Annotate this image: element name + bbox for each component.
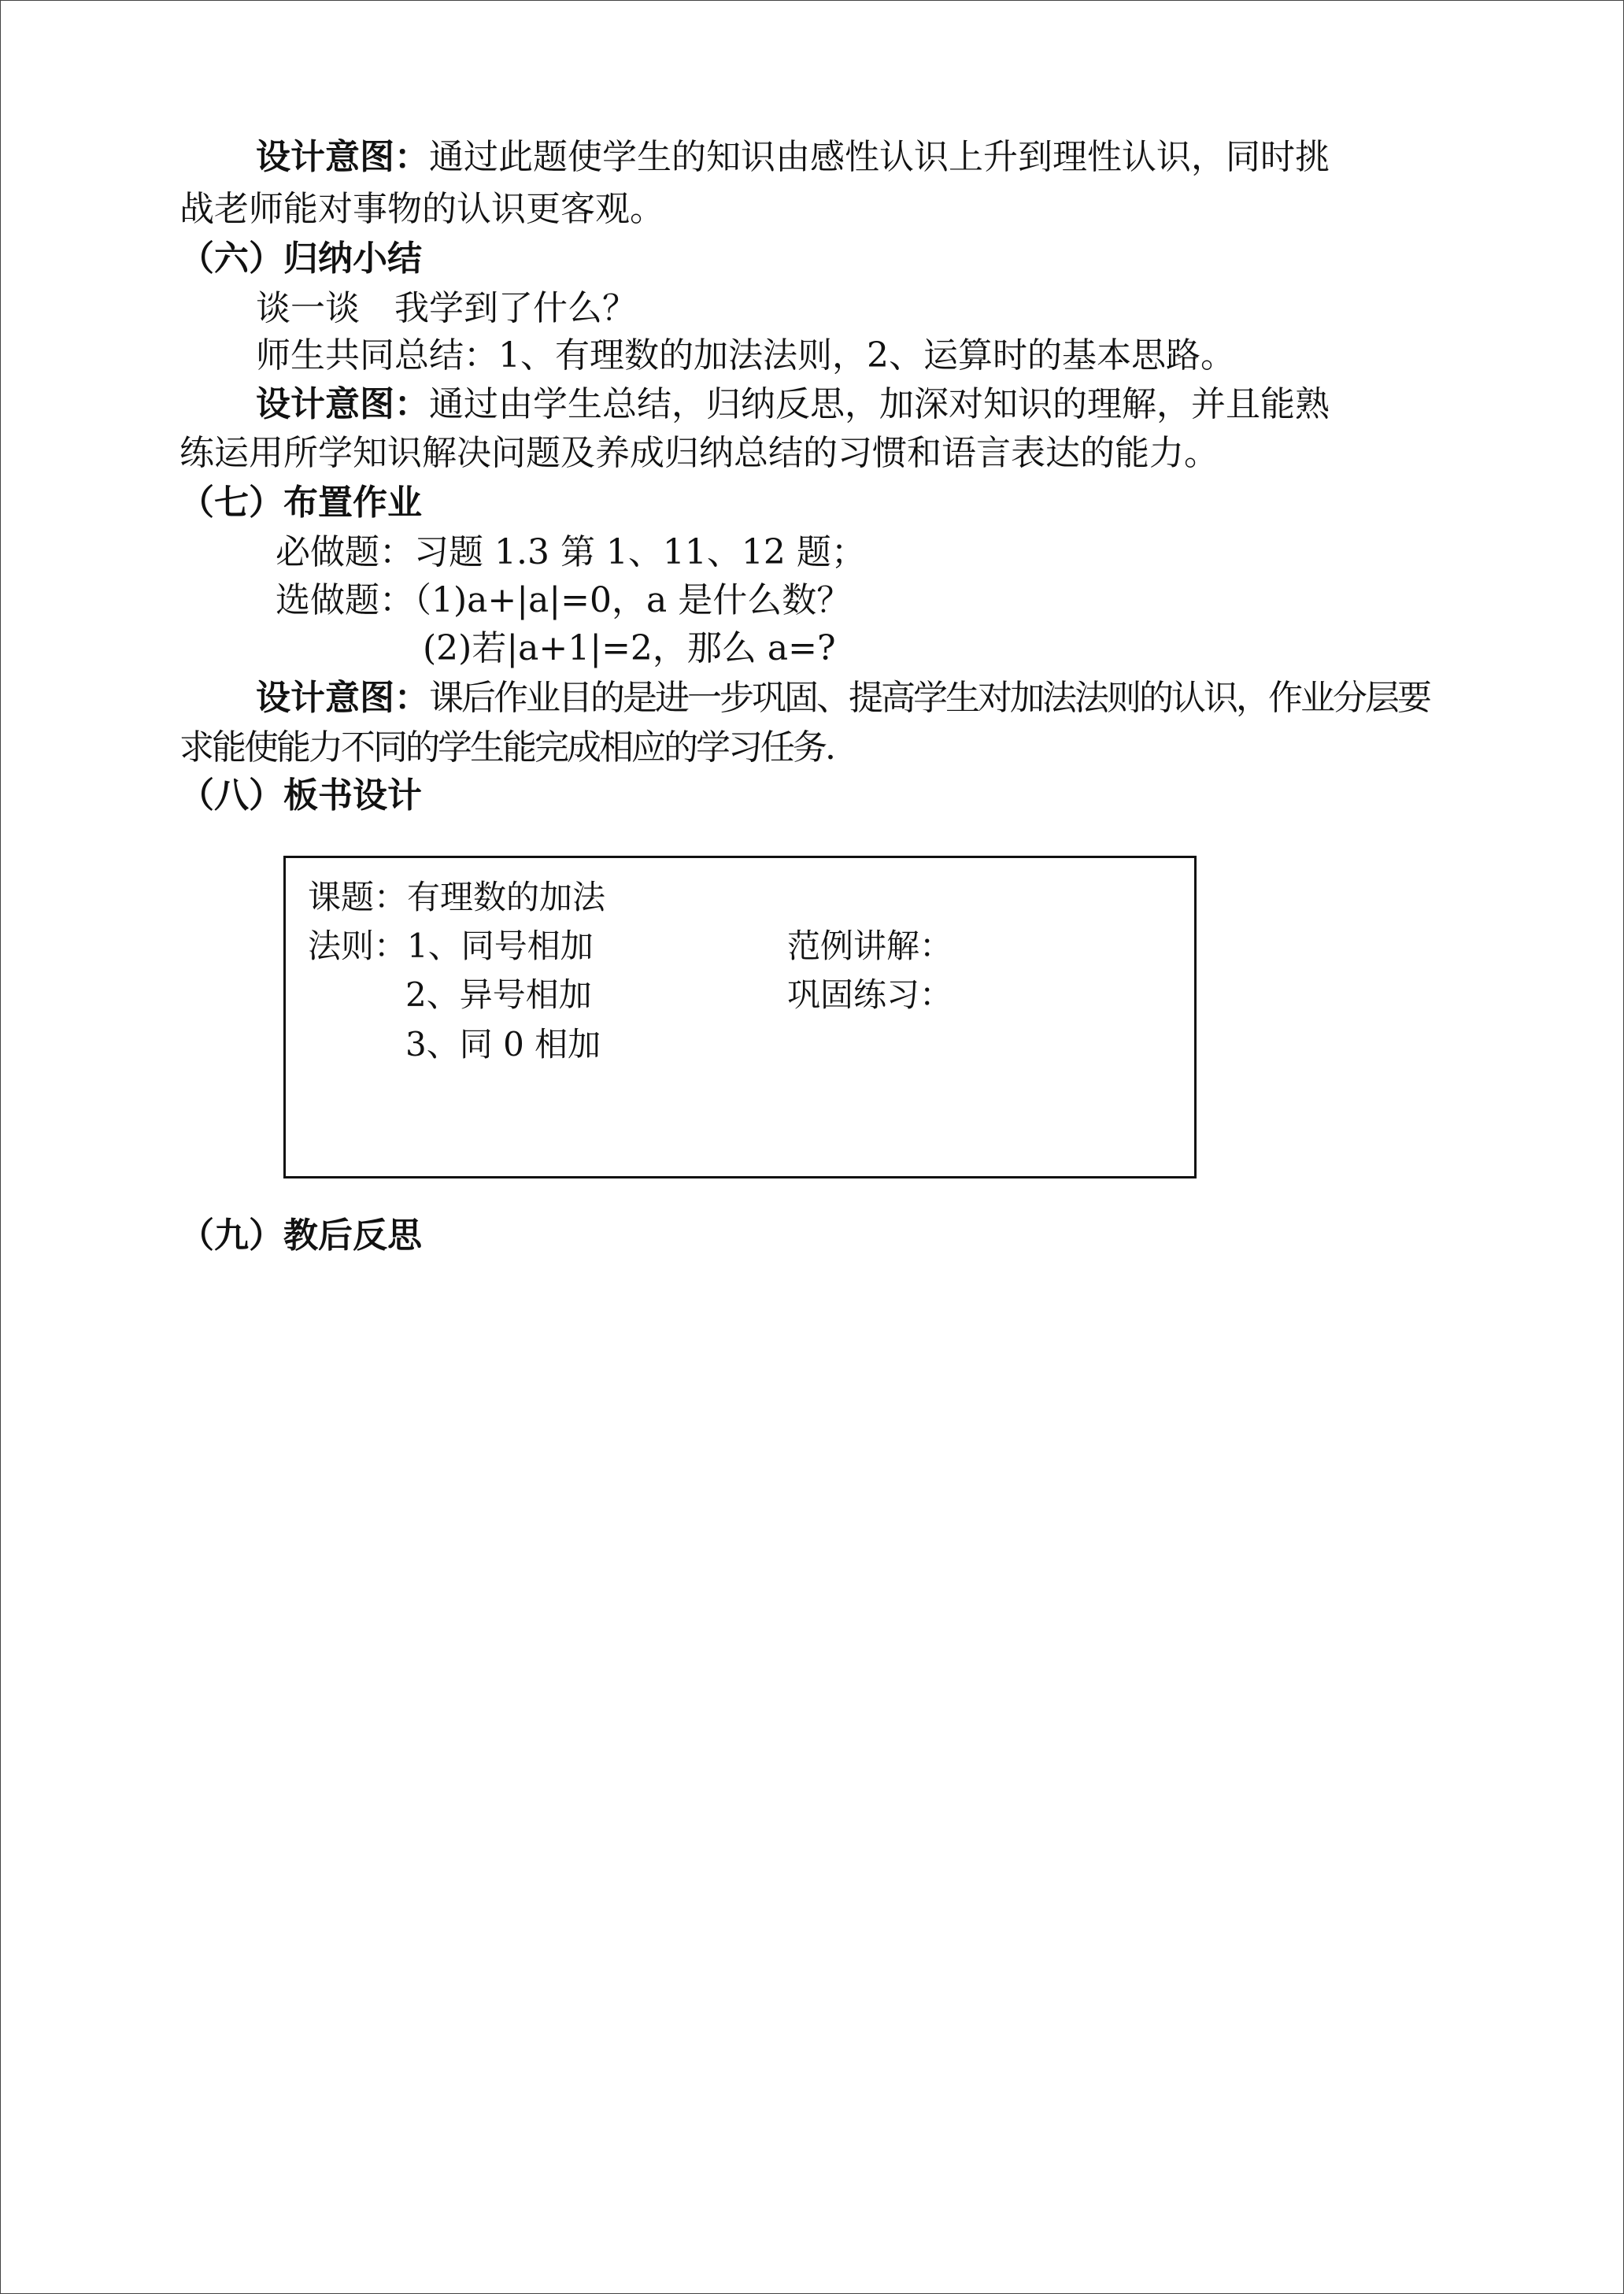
- section-heading-9: （九）教后反思: [179, 1215, 422, 1256]
- design-intent-paragraph-1: [256, 134, 1330, 181]
- board-example: 范例讲解：: [787, 927, 953, 965]
- paragraph-text: 求能使能力不同的学生能完成相应的学习任务.: [179, 727, 834, 768]
- design-intent-label: 设计意图：: [256, 137, 429, 177]
- homework-required: 必做题：习题 1.3 第 1、11、12 题；: [276, 532, 866, 572]
- section-heading-7: （七）布置作业: [179, 483, 422, 523]
- design-intent-paragraph-3: [256, 675, 1430, 722]
- section-heading-6: （六）归纳小结: [179, 239, 422, 279]
- homework-optional-2: (2)若|a+1|=2，那么 a=?: [423, 628, 836, 668]
- blackboard-design-box: [283, 856, 1197, 1178]
- design-intent-paragraph-2: [256, 381, 1330, 428]
- paragraph-text: 谈一谈 我学到了什么？: [256, 288, 637, 328]
- paragraph-text: 练运用所学知识解决问题及养成归纳总结的习惯和语言表达的能力。: [179, 433, 1219, 473]
- homework-optional-1: 选做题：（1)a+|a|=0，a 是什么数？: [276, 580, 852, 620]
- board-title: 课题：有理数的加法: [308, 878, 606, 916]
- design-intent-label: 设计意图：: [256, 678, 429, 718]
- paragraph-text: 课后作业目的是进一步巩固、提高学生对加法法则的认识，作业分层要: [429, 678, 1430, 718]
- design-intent-label: 设计意图：: [256, 384, 429, 424]
- paragraph-text: 通过此题使学生的知识由感性认识上升到理性认识，同时挑: [429, 137, 1330, 177]
- paragraph-text: 战老师能对事物的认识更客观。: [179, 189, 664, 229]
- board-rule-3: 3、同 0 相加: [405, 1025, 601, 1064]
- board-rule-2: 2、异号相加: [405, 975, 592, 1014]
- paragraph-text: 师生共同总结：1、有理数的加法法则，2、运算时的基本思路。: [256, 335, 1235, 376]
- board-rule-1: 法则：1、同号相加: [308, 927, 594, 965]
- paragraph-text: 通过由学生总结，归纳反思，加深对知识的理解，并且能熟: [429, 384, 1330, 424]
- section-heading-8: （八）板书设计: [179, 775, 422, 816]
- board-practice: 巩固练习：: [787, 975, 953, 1014]
